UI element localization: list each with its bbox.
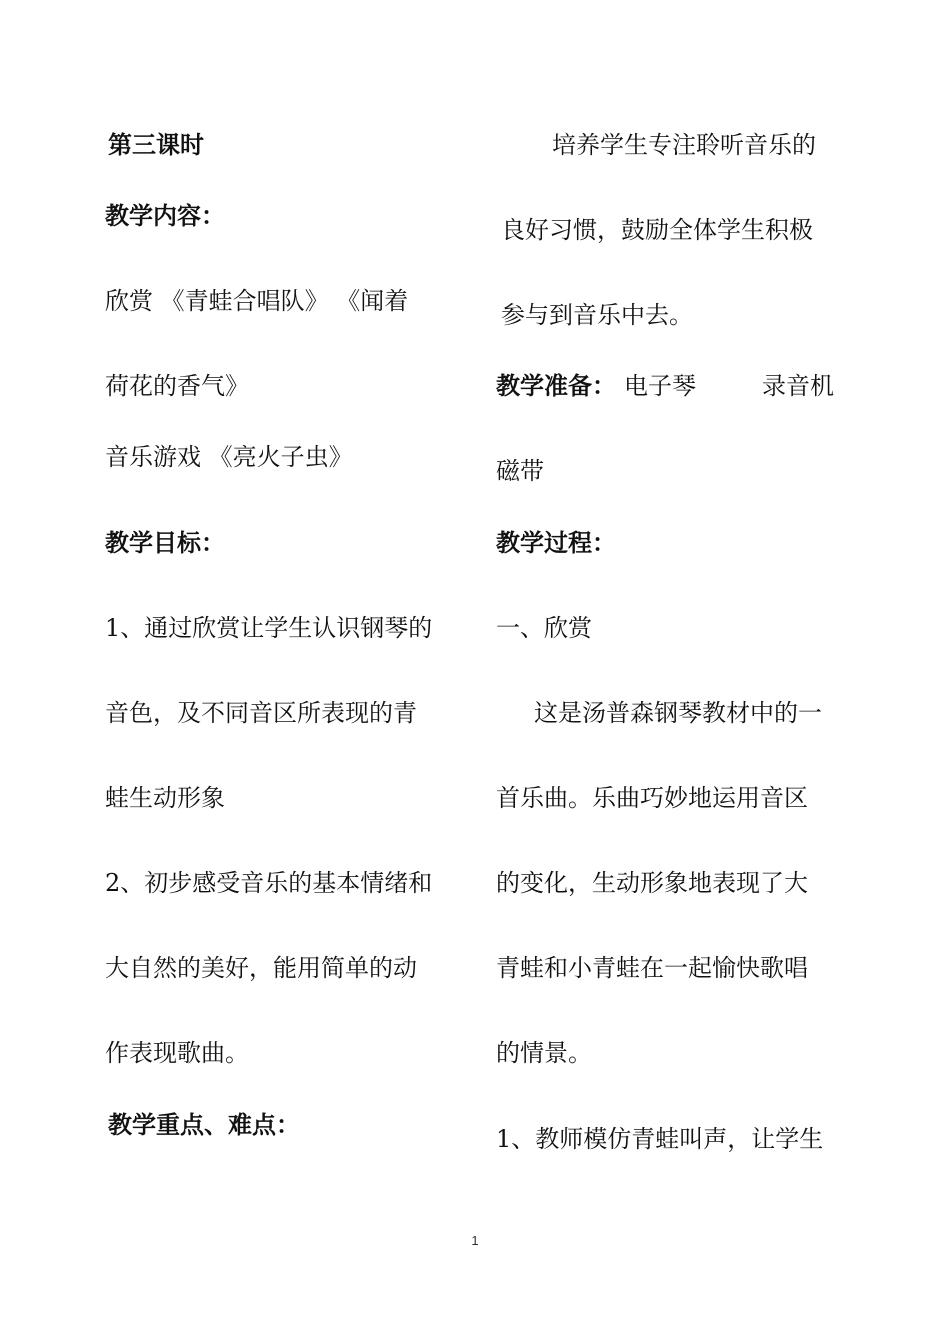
process-heading: 教学过程：	[496, 529, 616, 557]
content-line-1: 欣赏 《青蛙合唱队》 《闻着	[105, 287, 409, 315]
goal-1-line-2: 音色，及不同音区所表现的青	[105, 699, 417, 727]
prep-item-recorder: 录音机	[762, 372, 834, 400]
content-line-3: 音乐游戏 《亮火子虫》	[105, 443, 353, 471]
intro-line-1: 这是汤普森钢琴教材中的一	[534, 699, 822, 727]
habit-line-2: 良好习惯，鼓励全体学生积极	[501, 216, 813, 244]
step-1-line-1: 1、教师模仿青蛙叫声，让学生	[496, 1125, 824, 1153]
page-number: 1	[471, 1233, 479, 1248]
habit-line-1: 培养学生专注聆听音乐的	[552, 131, 816, 159]
prep-item-keyboard: 电子琴	[624, 372, 696, 400]
goals-heading: 教学目标：	[105, 529, 225, 557]
goal-2-line-2: 大自然的美好，能用简单的动	[105, 954, 417, 982]
prep-item-tape: 磁带	[496, 457, 544, 485]
goal-1-line-3: 蛙生动形象	[105, 784, 225, 812]
intro-line-2: 首乐曲。乐曲巧妙地运用音区	[496, 784, 808, 812]
content-heading: 教学内容：	[105, 202, 225, 230]
intro-line-5: 的情景。	[496, 1039, 592, 1067]
lesson-title: 第三课时	[108, 131, 204, 159]
goal-1-line-1: 1、通过欣赏让学生认识钢琴的	[105, 614, 433, 642]
content-line-2: 荷花的香气》	[105, 372, 249, 400]
goal-2-line-1: 2、初步感受音乐的基本情绪和	[105, 869, 433, 897]
intro-line-4: 青蛙和小青蛙在一起愉快歌唱	[496, 954, 808, 982]
section-1-title: 一、欣赏	[496, 614, 592, 642]
habit-line-3: 参与到音乐中去。	[501, 301, 693, 329]
key-points-heading: 教学重点、难点：	[108, 1111, 300, 1139]
prep-heading: 教学准备：	[496, 372, 616, 400]
goal-2-line-3: 作表现歌曲。	[105, 1039, 249, 1067]
intro-line-3: 的变化，生动形象地表现了大	[496, 869, 808, 897]
